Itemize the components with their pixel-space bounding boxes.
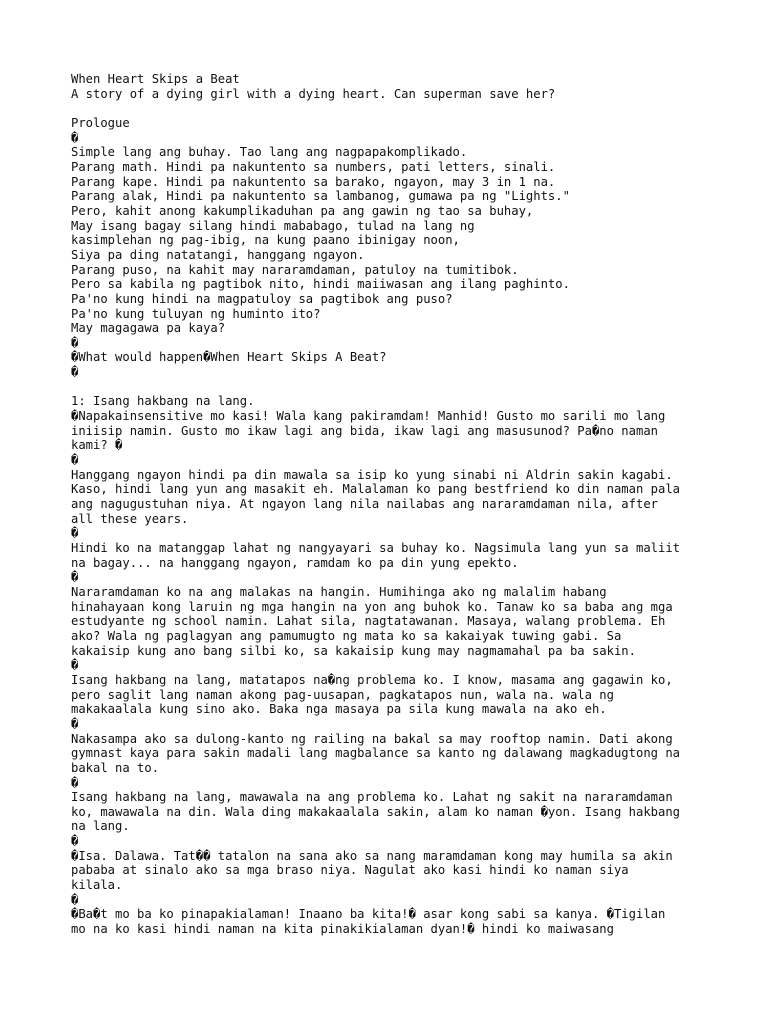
- text-line: Nararamdaman ko na ang malakas na hangin. Humihinga ako ng malalim habang: [71, 584, 607, 599]
- text-line: �: [71, 775, 79, 790]
- text-line: Pero, kahit anong kakumplikaduhan pa ang gawin ng tao sa buhay,: [71, 203, 534, 218]
- text-line: hinahayaan kong laruin ng mga hangin na yon ang buhok ko. Tanaw ko sa baba ang mga: [71, 599, 673, 614]
- text-line: �: [71, 658, 79, 673]
- text-line: pero saglit lang naman akong pag-uusapan, pagkatapos nun, wala na. wala ng: [71, 687, 614, 702]
- text-line: �Isa. Dalawa. Tat�� tatalon na sana ako sa nang maramdaman kong may humila sa akin: [71, 848, 673, 863]
- text-line: Hanggang ngayon hindi pa din mawala sa isip ko yung sinabi ni Aldrin sakin kagabi.: [71, 467, 673, 482]
- text-line: �What would happen�When Heart Skips A Beat?: [71, 350, 387, 365]
- text-line: ang nagugustuhan niya. At ngayon lang nila nailabas ang nararamdaman nila, after: [71, 497, 658, 512]
- text-line: �Ba�t mo ba ko pinapakialaman! Inaano ba kita!� asar kong sabi sa kanya. �Tigilan: [71, 907, 666, 922]
- text-line: �Napakainsensitive mo kasi! Wala kang pakiramdam! Manhid! Gusto mo sarili mo lang: [71, 409, 666, 424]
- text-line: kakaisip kung ano bang silbi ko, sa kakaisip kung may nagmamahal pa ba sakin.: [71, 643, 636, 658]
- text-line: �: [71, 453, 79, 468]
- text-line: May isang bagay silang hindi mababago, tulad na lang ng: [71, 218, 475, 233]
- text-line: Nakasampa ako sa dulong-kanto ng railing na bakal sa may rooftop namin. Dati akong: [71, 731, 673, 746]
- text-line: gymnast kaya para sakin madali lang magbalance sa kanto ng dalawang magkadugtong na: [71, 746, 681, 761]
- text-line: When Heart Skips a Beat: [71, 72, 240, 86]
- text-line: kami? �: [71, 438, 123, 453]
- text-line: [71, 380, 711, 395]
- text-line: Parang kape. Hindi pa nakuntento sa barako, ngayon, may 3 in 1 na.: [71, 174, 556, 189]
- text-line: �: [71, 365, 79, 380]
- text-line: kasimplehan ng pag-ibig, na kung paano ibinigay noon,: [71, 233, 460, 248]
- text-line: iniisip namin. Gusto mo ikaw lagi ang bida, ikaw lagi ang masusunod? Pa�no naman: [71, 423, 658, 438]
- text-line: �: [71, 526, 79, 541]
- text-line: kilala.: [71, 878, 123, 893]
- text-line: Parang math. Hindi pa nakuntento sa numbers, pati letters, sinali.: [71, 159, 556, 174]
- text-line: pababa at sinalo ako sa mga braso niya. Nagulat ako kasi hindi ko naman siya: [71, 863, 629, 878]
- text-line: Pa'no kung hindi na magpatuloy sa pagtibok ang puso?: [71, 291, 453, 306]
- text-line: makakaalala kung sino ako. Baka nga masaya pa sila kung mawala na ako eh.: [71, 702, 607, 717]
- text-line: estudyante ng school namin. Lahat sila, nagtatawanan. Masaya, walang problema. Eh: [71, 614, 666, 629]
- text-line: Prologue: [71, 115, 130, 130]
- text-line: 1: Isang hakbang na lang.: [71, 394, 255, 409]
- text-line: all these years.: [71, 511, 189, 526]
- document-text: [71, 72, 711, 937]
- text-line: A story of a dying girl with a dying heart. Can superman save her?: [71, 86, 556, 101]
- text-line: �: [71, 716, 79, 731]
- text-line: na lang.: [71, 819, 130, 834]
- text-line: Simple lang ang buhay. Tao lang ang nagpapakomplikado.: [71, 145, 468, 160]
- text-line: Kaso, hindi lang yun ang masakit eh. Malalaman ko pang bestfriend ko din naman pala: [71, 482, 681, 497]
- text-line: Parang alak, Hindi pa nakuntento sa lambanog, gumawa pa ng "Lights.": [71, 189, 570, 204]
- text-line: Isang hakbang na lang, mawawala na ang problema ko. Lahat ng sakit na nararamdaman: [71, 790, 673, 805]
- text-line: �: [71, 335, 79, 350]
- text-line: na bagay... na hanggang ngayon, ramdam ko pa din yung epekto.: [71, 555, 519, 570]
- text-line: Isang hakbang na lang, matatapos na�ng problema ko. I know, masama ang gagawin ko,: [71, 672, 673, 687]
- text-line: mo na ko kasi hindi naman na kita pinakikialaman dyan!� hindi ko maiwasang: [71, 922, 614, 937]
- text-line: [71, 101, 711, 116]
- text-line: ako? Wala ng paglagyan ang pamumugto ng mata ko sa kakaiyak tuwing gabi. Sa: [71, 628, 622, 643]
- text-line: Pero sa kabila ng pagtibok nito, hindi maiiwasan ang ilang paghinto.: [71, 277, 570, 292]
- text-line: ko, mawawala na din. Wala ding makakaalala sakin, alam ko naman �yon. Isang hakbang: [71, 804, 681, 819]
- text-line: �: [71, 834, 79, 849]
- text-line: Siya pa ding natatangi, hanggang ngayon.: [71, 247, 365, 262]
- text-line: Hindi ko na matanggap lahat ng nangyayari sa buhay ko. Nagsimula lang yun sa maliit: [71, 541, 681, 555]
- text-line: May magagawa pa kaya?: [71, 321, 226, 336]
- text-line: bakal na to.: [71, 760, 160, 775]
- text-line: �: [71, 570, 79, 585]
- text-line: �: [71, 892, 79, 907]
- text-line: Pa'no kung tuluyan ng huminto ito?: [71, 306, 321, 321]
- text-line: �: [71, 130, 79, 145]
- text-line: Parang puso, na kahit may nararamdaman, patuloy na tumitibok.: [71, 262, 519, 277]
